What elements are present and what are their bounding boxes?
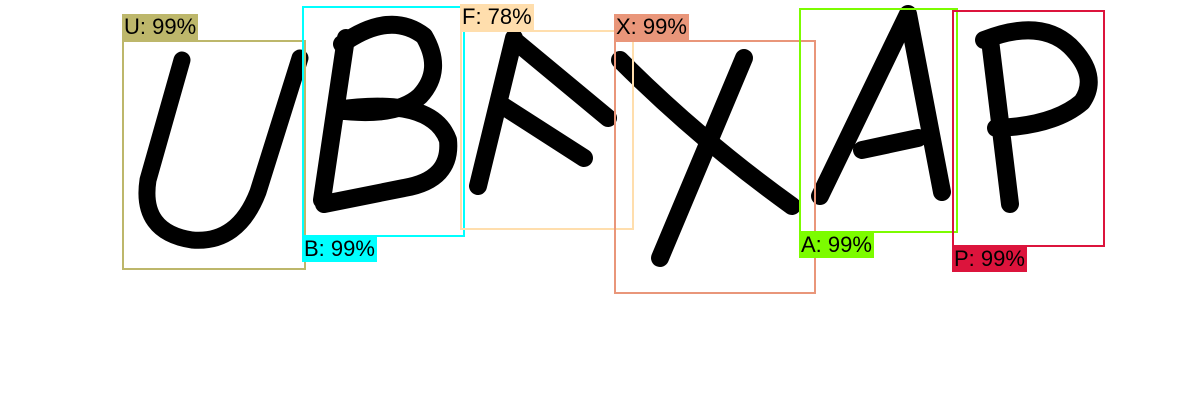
detection-box-x [614,40,816,294]
detection-label-b: B: 99% [304,236,375,261]
detection-box-a [799,8,958,233]
detection-box-u [122,40,306,270]
detection-label-p: P: 99% [954,246,1025,271]
detection-label-u: U: 99% [124,14,197,39]
detection-box-b [302,6,465,237]
detection-box-f [460,30,634,230]
detection-box-p [952,10,1105,247]
detection-label-x: X: 99% [616,14,687,39]
detection-label-a: A: 99% [801,232,872,257]
detection-label-f: F: 78% [462,4,532,29]
